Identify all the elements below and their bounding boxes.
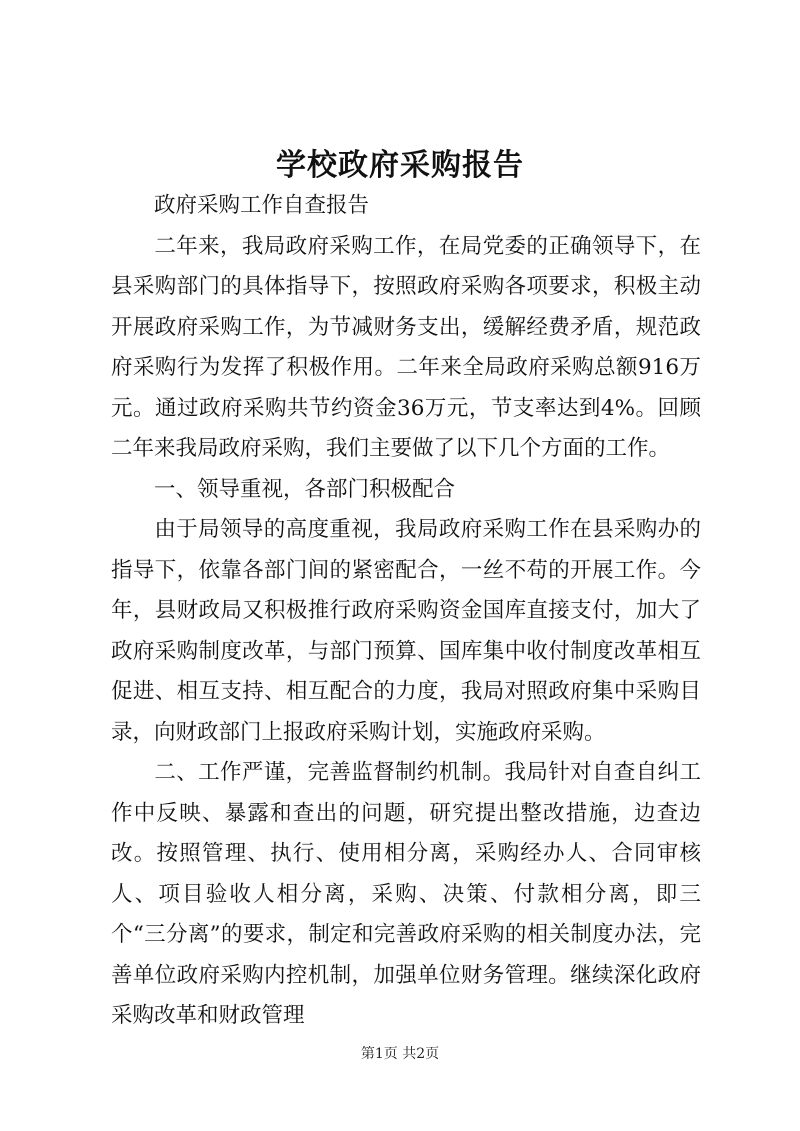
paragraph-intro: 二年来，我局政府采购工作，在局党委的正确领导下，在县采购部门的具体指导下，按照政府采购各项要求，积极主动开展政府采购工作，为节减财务支出，缓解经费矛盾，规范政府采购行为发挥了积极作用。二年来全局政府采购总额916万元。通过政府采购共节约资金36万元，节支率达到4%。回顾二年来我局政府采购，我们主要做了以下几个方面的工作。 [111,233,701,461]
page-footer: 第1页 共2页 [360,1046,440,1062]
paragraph-section-1: 由于局领导的高度重视，我局政府采购工作在县采购办的指导下，依靠各部门间的紧密配合，一丝不苟的开展工作。今年，县财政局又积极推行政府采购资金国库直接支付，加大了政府采购制度改革，与部门预算、国库集中收付制度改革相互促进、相互支持、相互配合的力度，我局对照政府集中采购目录，向财政部门上报政府采购计划，实施政府采购。 [111,517,701,745]
paragraph-section-2: 二、工作严谨，完善监督制约机制。我局针对自查自纠工作中反映、暴露和查出的问题，研究提出整改措施，边查边改。按照管理、执行、使用相分离，采购经办人、合同审核人、项目验收人相分离，采购、决策、付款相分离，即三个“三分离”的要求，制定和完善政府采购的相关制度办法，完善单位政府采购内控机制，加强单位财务管理。继续深化政府采购改革和财政管理 [111,760,701,1028]
paragraph-heading-1: 一、领导重视，各部门积极配合 [154,476,456,502]
document-body [111,186,701,1037]
document-title: 学校政府采购报告 [276,148,524,183]
paragraph-subtitle: 政府采购工作自查报告 [154,193,370,218]
